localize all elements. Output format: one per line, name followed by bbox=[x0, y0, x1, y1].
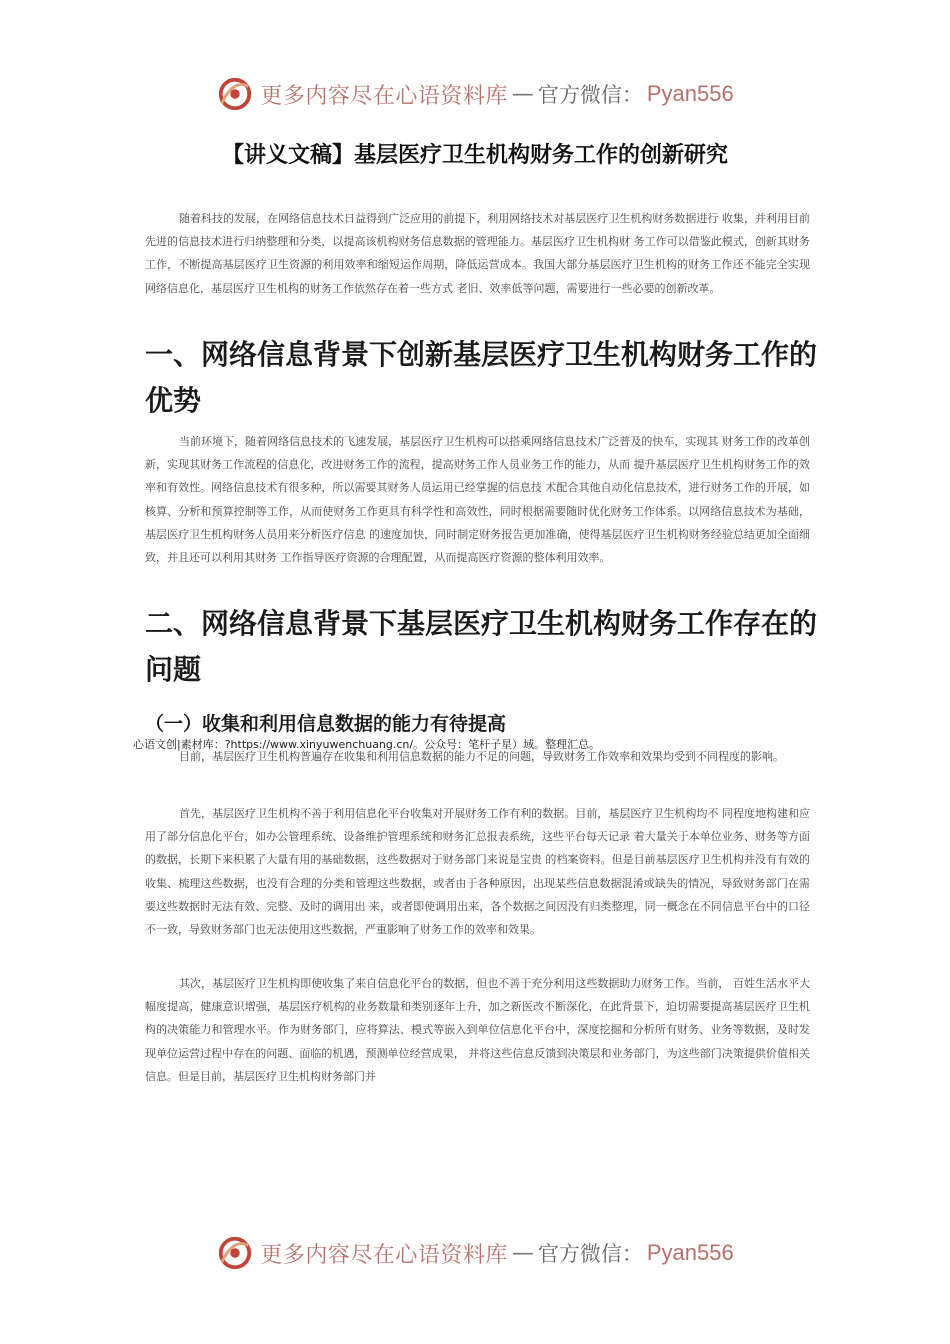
second-point-paragraph: 其次，基层医疗卫生机构即使收集了来自信息化平台的数据，但也不善于充分利用这些数据助力财务工作。当前， 百姓生活水平大幅度提高，健康意识增强，基层医疗机构的业务数量和类别逐年上升，加之新医改不断深化，在此背景下，迫切需要提高基层医疗卫生机构的决策能力和管理水平。作为财务部门，应将算法、模式等嵌入到单位信息化平台中，深度挖掘和分析所有财务、业务等数据，及时发现单位运营过程中存在的问题、面临的机遇，预测单位经营成果， 并将这些信息反馈到决策层和业务部门，为这些部门决策提供价值相关信息。但是目前，基层医疗卫生机构财务部门并 bbox=[145, 977, 810, 1083]
inline-source-note: 心语文创|素材库：?https://www.xinyuwenchuang.cn/。公众号：笔杆子星）域。整理汇总。 bbox=[133, 738, 601, 751]
banner-main-text: 更多内容尽在心语资料库 bbox=[260, 83, 508, 109]
banner-main-text: 更多内容尽在心语资料库 bbox=[260, 1242, 508, 1268]
banner-wechat-id: Pyan556 bbox=[646, 1240, 734, 1265]
banner-sub-text: 官方微信： bbox=[537, 1242, 643, 1266]
header-banner bbox=[0, 72, 950, 116]
intro-paragraph: 随着科技的发展，在网络信息技术日益得到广泛应用的前提下，利用网络技术对基层医疗卫生机构财务数据进行 收集，并利用目前先进的信息技术进行归纳整理和分类，以提高该机构财务信息数据的管理能力。基层医疗卫生机构财 务工作可以借鉴此模式，创新其财务工作，不断提高基层医疗卫生资源的利用效率和缩短运作周期，降低运营成本。我国大部分基层医疗卫生机构的财务工作还不能完全实现网络信息化，基层医疗卫生机构的财务工作依然存在着一些方式 老旧、效率低等问题，需要进行一些必要的创新改革。 bbox=[145, 212, 810, 295]
logo-icon bbox=[216, 75, 254, 113]
footer-banner bbox=[0, 1231, 950, 1275]
banner-sub-text: 官方微信： bbox=[537, 83, 643, 107]
subsection-heading-1: （一）收集和利用信息数据的能力有待提高 bbox=[145, 713, 507, 735]
banner-dash: — bbox=[511, 1240, 534, 1266]
banner-wechat-id: Pyan556 bbox=[646, 81, 734, 106]
section-1-paragraph: 当前环境下，随着网络信息技术的飞速发展，基层医疗卫生机构可以搭乘网络信息技术广泛普及的快车，实现其 财务工作的改革创新，实现其财务工作流程的信息化，改进财务工作的流程，提高财务工作人员业务工作的能力，从而 提升基层医疗卫生机构财务工作的效率和有效性。网络信息技术有很多种，所以需要其财务人员运用已经掌握的信息技 术配合其他自动化信息技术，进行财务工作的开展，如核算、分析和预算控制等工作，从而使财务工作更具有科学性和高效性，同时根据需要随时优化财务工作体系。以网络信息技术为基础，基层医疗卫生机构财务人员用来分析医疗信息 的速度加快，同时制定财务报告更加准确，使得基层医疗卫生机构财务经验总结更加全面细致，并且还可以利用其财务 工作指导医疗资源的合理配置，从而提高医疗资源的整体利用效率。 bbox=[145, 435, 810, 565]
subsection-intro-paragraph: 目前，基层医疗卫生机构普遍存在收集和利用信息数据的能力不足的问题，导致财务工作效率和效果均受到不同程度的影响。 bbox=[179, 750, 784, 763]
logo-icon bbox=[216, 1234, 254, 1272]
banner-dash: — bbox=[511, 81, 534, 107]
first-point-paragraph: 首先，基层医疗卫生机构不善于利用信息化平台收集对开展财务工作有利的数据。目前，基层医疗卫生机构均不 同程度地构建和应用了部分信息化平台，如办公管理系统、设备维护管理系统和财务汇总报表系统，这些平台每天记录 着大量关于本单位业务、财务等方面的数据，长期下来积累了大量有用的基础数据，这些数据对于财务部门来说是宝贵 的档案资料。但是目前基层医疗卫生机构并没有有效的收集、梳理这些数据，也没有合理的分类和管理这些数据，或者由于各种原因，出现某些信息数据混淆或缺失的情况，导致财务部门在需要这些数据时无法有效、完整、及时的调用出 来，或者即使调用出来，各个数据之间因没有归类整理，同一概念在不同信息平台中的口径不一致，导致财务部门也无法使用这些数据，严重影响了财务工作的效率和效果。 bbox=[145, 807, 810, 937]
section-heading-2: 二、网络信息背景下基层医疗卫生机构财务工作存在的问题 bbox=[145, 607, 818, 686]
section-heading-1: 一、网络信息背景下创新基层医疗卫生机构财务工作的优势 bbox=[145, 338, 818, 417]
document-title: 【讲义文稿】基层医疗卫生机构财务工作的创新研究 bbox=[221, 143, 728, 168]
